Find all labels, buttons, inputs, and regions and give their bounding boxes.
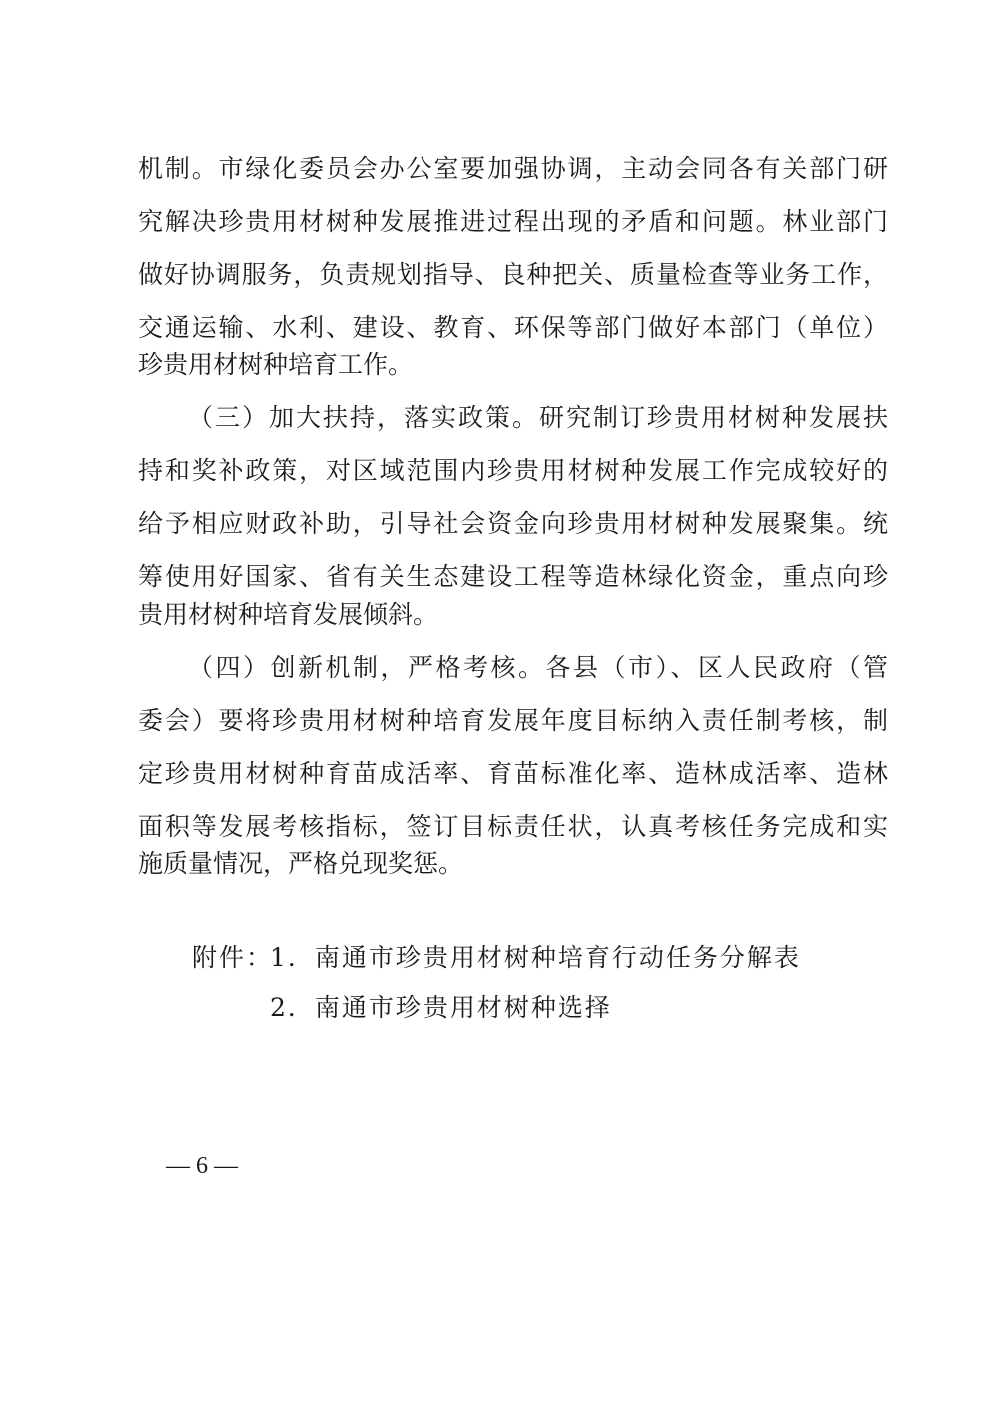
attachments-label: 附件：	[192, 943, 274, 972]
paragraph-line: 给予相应财政补助，引导社会资金向珍贵用材树种发展聚集。统	[138, 509, 888, 538]
page-number: — 6 —	[166, 1153, 238, 1179]
paragraph-line: 委会）要将珍贵用材树种培育发展年度目标纳入责任制考核，制	[138, 706, 888, 735]
attachment-item: 1．南通市珍贵用材树种培育行动任务分解表	[270, 943, 801, 972]
paragraph-line: 究解决珍贵用材树种发展推进过程出现的矛盾和问题。林业部门	[138, 207, 888, 236]
paragraph-line: 施质量情况，严格兑现奖惩。	[138, 849, 464, 878]
paragraph-line: 持和奖补政策，对区域范围内珍贵用材树种发展工作完成较好的	[138, 456, 888, 485]
paragraph-line: 珍贵用材树种培育工作。	[138, 350, 414, 379]
attachment-item: 2．南通市珍贵用材树种选择	[270, 993, 612, 1022]
paragraph-line: 筹使用好国家、省有关生态建设工程等造林绿化资金，重点向珍	[138, 562, 888, 591]
paragraph-line: 机制。市绿化委员会办公室要加强协调，主动会同各有关部门研	[138, 154, 888, 183]
paragraph-line: 面积等发展考核指标，签订目标责任状，认真考核任务完成和实	[138, 812, 888, 841]
paragraph-line: 交通运输、水利、建设、教育、环保等部门做好本部门（单位）	[138, 313, 888, 342]
paragraph-line: 贵用材树种培育发展倾斜。	[138, 600, 439, 629]
paragraph-line: （三）加大扶持，落实政策。研究制订珍贵用材树种发展扶	[188, 403, 888, 432]
paragraph-line: 做好协调服务，负责规划指导、良种把关、质量检查等业务工作，	[138, 260, 888, 289]
paragraph-line: （四）创新机制，严格考核。各县（市）、区人民政府（管	[188, 653, 888, 682]
paragraph-line: 定珍贵用材树种育苗成活率、育苗标准化率、造林成活率、造林	[138, 759, 888, 788]
